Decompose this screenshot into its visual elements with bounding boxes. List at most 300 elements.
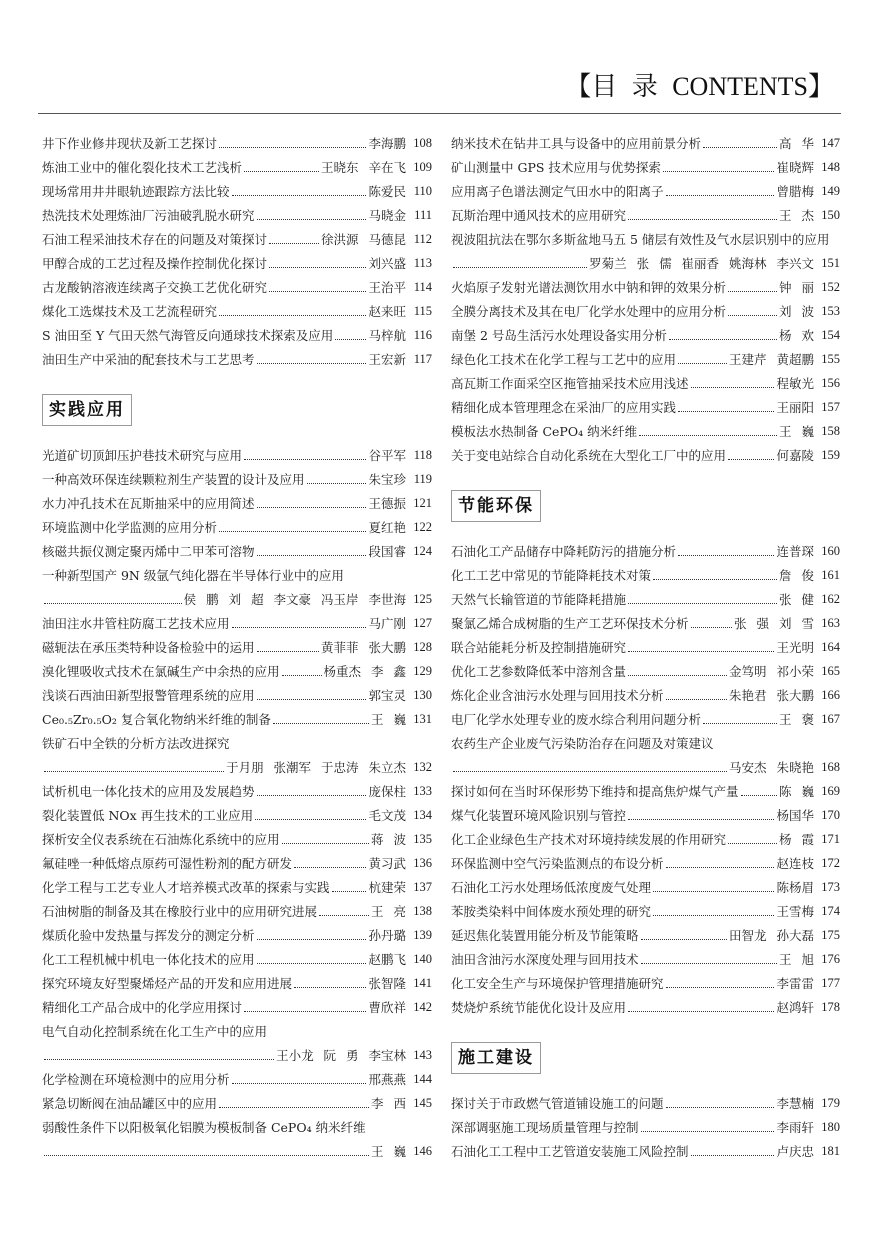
toc-entry	[451, 875, 840, 899]
entry-line	[451, 131, 840, 155]
entry-line	[42, 1091, 432, 1115]
dot-leader	[44, 1155, 369, 1156]
entry-authors: 杨国华	[776, 808, 814, 823]
toc-entry	[42, 539, 432, 563]
toc-entry	[42, 899, 432, 923]
entry-page-number: 125	[413, 591, 432, 606]
right-column	[451, 131, 840, 1163]
entry-line	[42, 539, 432, 563]
entry-line	[451, 803, 840, 827]
entry-line	[451, 827, 840, 851]
entry-title: 模板法水热制备 CePO₄ 纳米纤维	[451, 424, 638, 439]
dot-leader	[273, 723, 369, 724]
dot-leader	[257, 651, 320, 652]
dot-leader	[232, 627, 367, 628]
entry-byline	[451, 251, 840, 275]
entry-page-number: 116	[413, 327, 432, 342]
dot-leader	[44, 771, 224, 772]
toc-entry	[42, 611, 432, 635]
entry-page-number: 168	[821, 759, 840, 774]
toc-entry	[451, 971, 840, 995]
dot-leader	[628, 603, 777, 604]
entry-title: 石油化工污水处理场低浓度废气处理	[451, 880, 652, 895]
dot-leader	[282, 843, 370, 844]
entry-title: 焚烧炉系统节能优化设计及应用	[451, 1000, 627, 1015]
toc-entry	[42, 323, 432, 347]
dot-leader	[244, 171, 319, 172]
entry-line	[451, 419, 840, 443]
entry-page-number: 175	[821, 927, 840, 942]
toc-entry	[42, 203, 432, 227]
dot-leader	[219, 315, 366, 316]
entry-page-number: 167	[821, 711, 840, 726]
entry-title: 水力冲孔技术在瓦斯抽采中的应用简述	[42, 496, 255, 511]
entry-line	[451, 299, 840, 323]
entry-page-number: 145	[413, 1095, 432, 1110]
header-rule	[38, 113, 841, 114]
dot-leader	[257, 963, 367, 964]
entry-title: 精细化成本管理理念在采油厂的应用实践	[451, 400, 677, 415]
toc-entry	[451, 443, 840, 467]
dot-leader	[628, 1011, 774, 1012]
entry-page-number: 129	[413, 663, 432, 678]
dot-leader	[269, 243, 319, 244]
entry-authors: 朱宝珍	[368, 472, 406, 487]
dot-leader	[257, 555, 367, 556]
entry-title: 煤气化装置环境风险识别与管控	[451, 808, 627, 823]
dot-leader	[269, 267, 366, 268]
entry-title: 化工企业绿色生产技术对环境持续发展的作用研究	[451, 832, 727, 847]
section-heading-area	[451, 1019, 840, 1091]
entry-title: 联合站能耗分析及控制措施研究	[451, 640, 627, 655]
dot-leader	[663, 171, 775, 172]
entry-page-number: 161	[821, 567, 840, 582]
entry-line	[451, 227, 840, 251]
dot-leader	[653, 891, 774, 892]
entry-page-number: 153	[821, 303, 840, 318]
entry-line	[42, 995, 432, 1019]
entry-line	[42, 443, 432, 467]
entry-page-number: 114	[413, 279, 432, 294]
toc-entry	[42, 275, 432, 299]
toc-entry	[451, 347, 840, 371]
section-heading: 施工建设	[451, 1042, 541, 1074]
entry-authors: 郭宝灵	[368, 688, 406, 703]
dot-leader	[653, 915, 774, 916]
toc-entry	[42, 779, 432, 803]
toc-entry	[42, 563, 432, 611]
entry-authors: 陈 巍	[779, 784, 814, 799]
entry-authors: 崔晓辉	[776, 160, 814, 175]
entry-page-number: 108	[413, 135, 432, 150]
toc-entry	[42, 803, 432, 827]
entry-authors: 李 西	[371, 1096, 406, 1111]
entry-authors: 罗菊兰 张 儒 崔丽香 姚海林 李兴文	[589, 256, 814, 271]
dot-leader	[628, 819, 774, 820]
entry-title: 环保监测中空气污染监测点的布设分析	[451, 856, 664, 871]
entry-page-number: 133	[413, 783, 432, 798]
entry-page-number: 144	[413, 1071, 432, 1086]
entry-authors: 夏红艳	[368, 520, 406, 535]
toc-entry	[42, 659, 432, 683]
section-heading-area	[451, 467, 840, 539]
entry-page-number: 140	[413, 951, 432, 966]
entry-authors: 刘兴盛	[368, 256, 406, 271]
entry-authors: 杨 欢	[779, 328, 814, 343]
dot-leader	[219, 1107, 369, 1108]
toc-entry	[451, 179, 840, 203]
toc-entry	[42, 1067, 432, 1091]
dot-leader	[666, 1107, 775, 1108]
entry-authors: 田智龙 孙大磊	[729, 928, 814, 943]
entry-line	[451, 659, 840, 683]
entry-page-number: 156	[821, 375, 840, 390]
entry-line	[451, 971, 840, 995]
entry-page-number: 169	[821, 783, 840, 798]
entry-authors: 赵连枝	[776, 856, 814, 871]
entry-title: 甲醇合成的工艺过程及操作控制优化探讨	[42, 256, 268, 271]
dot-leader	[703, 723, 777, 724]
entry-line	[451, 875, 840, 899]
entry-authors: 王建芹 黄超鹏	[729, 352, 814, 367]
dot-leader	[728, 291, 777, 292]
entry-line	[42, 299, 432, 323]
toc-entry	[42, 947, 432, 971]
entry-title: 石油化工产品储存中降耗防污的措施分析	[451, 544, 677, 559]
entry-line	[42, 323, 432, 347]
entry-page-number: 111	[414, 207, 432, 222]
entry-line	[42, 491, 432, 515]
dot-leader	[332, 891, 367, 892]
entry-page-number: 113	[413, 255, 432, 270]
toc-entry	[451, 587, 840, 611]
entry-line	[451, 395, 840, 419]
entry-title: 石油工程采油技术存在的问题及对策探讨	[42, 232, 268, 247]
entry-page-number: 157	[821, 399, 840, 414]
entry-title: 探讨如何在当时环保形势下维持和提高焦炉煤气产量	[451, 784, 739, 799]
toc-entry	[42, 467, 432, 491]
entry-authors: 刘 波	[779, 304, 814, 319]
entry-title: 延迟焦化装置用能分析及节能策略	[451, 928, 639, 943]
dot-leader	[282, 675, 322, 676]
entry-byline	[42, 1139, 432, 1163]
entry-authors: 张 健	[779, 592, 814, 607]
entry-line	[451, 707, 840, 731]
dot-leader	[666, 867, 775, 868]
entry-page-number: 162	[821, 591, 840, 606]
toc-entry	[451, 851, 840, 875]
entry-authors: 王 旭	[779, 952, 814, 967]
toc-entry	[451, 275, 840, 299]
entry-title: 炼化企业含油污水处理与回用技术分析	[451, 688, 664, 703]
dot-leader	[257, 363, 367, 364]
entry-page-number: 166	[821, 687, 840, 702]
entry-authors: 于月朋 张潮军 于忠涛 朱立杰	[226, 760, 406, 775]
entry-authors: 王治平	[368, 280, 406, 295]
dot-leader	[639, 435, 777, 436]
entry-line	[42, 155, 432, 179]
entry-title: 磁轭法在承压类特种设备检验中的运用	[42, 640, 255, 655]
entry-title: 紧急切断阀在油品罐区中的应用	[42, 1096, 218, 1111]
entry-authors: 王光明	[776, 640, 814, 655]
entry-page-number: 147	[821, 135, 840, 150]
entry-authors: 马安杰 朱晓艳	[729, 760, 814, 775]
entry-authors: 马梓航	[368, 328, 406, 343]
entry-authors: 高 华	[779, 136, 814, 151]
toc-section	[451, 467, 840, 1019]
entry-line	[42, 803, 432, 827]
toc-entry	[42, 179, 432, 203]
entry-authors: 侯 鹏 刘 超 李文豪 冯玉岸 李世海	[183, 592, 406, 607]
dot-leader	[257, 939, 367, 940]
entry-page-number: 121	[413, 495, 432, 510]
entry-page-number: 177	[821, 975, 840, 990]
toc-entry	[451, 371, 840, 395]
entry-page-number: 178	[821, 999, 840, 1014]
entry-byline	[42, 1043, 432, 1067]
dot-leader	[255, 819, 366, 820]
dot-leader	[628, 219, 777, 220]
entry-line	[42, 683, 432, 707]
entry-title: 光道矿切顶卸压护巷技术研究与应用	[42, 448, 243, 463]
toc-entry	[42, 875, 432, 899]
entry-authors: 陈爱民	[368, 184, 406, 199]
entry-title: 优化工艺参数降低苯中溶剂含量	[451, 664, 627, 679]
entry-title: 环境监测中化学监测的应用分析	[42, 520, 218, 535]
dot-leader	[678, 411, 774, 412]
entry-line	[451, 323, 840, 347]
entry-line	[451, 899, 840, 923]
dot-leader	[257, 507, 367, 508]
entry-title: 油田含油污水深度处理与回用技术	[451, 952, 639, 967]
entry-line	[451, 587, 840, 611]
entry-line	[42, 899, 432, 923]
dot-leader	[703, 147, 777, 148]
entry-title: 浅谈石西油田新型报警管理系统的应用	[42, 688, 255, 703]
entry-byline	[451, 755, 840, 779]
entry-authors: 谷平军	[368, 448, 406, 463]
dot-leader	[741, 795, 778, 796]
entry-page-number: 163	[821, 615, 840, 630]
dot-leader	[44, 603, 182, 604]
toc-entry	[451, 683, 840, 707]
toc-entry	[451, 203, 840, 227]
dot-leader	[666, 195, 775, 196]
toc-entry	[42, 635, 432, 659]
entry-page-number: 171	[821, 831, 840, 846]
entry-title: 氟硅唑一种低熔点原药可湿性粉剂的配方研发	[42, 856, 293, 871]
toc-entry	[451, 1091, 840, 1115]
entry-line	[451, 347, 840, 371]
entry-page-number: 150	[821, 207, 840, 222]
entry-authors: 赵鸿轩	[776, 1000, 814, 1015]
entry-line	[451, 203, 840, 227]
entry-page-number: 135	[413, 831, 432, 846]
entry-line	[451, 1091, 840, 1115]
toc-entry	[451, 659, 840, 683]
entry-page-number: 146	[413, 1143, 432, 1158]
entry-page-number: 117	[413, 351, 432, 366]
entry-title: 裂化装置低 NOx 再生技术的工业应用	[42, 808, 254, 823]
entry-page-number: 180	[821, 1119, 840, 1134]
entry-title: 古龙酸钠溶液连续离子交换工艺优化研究	[42, 280, 268, 295]
dot-leader	[641, 1131, 775, 1132]
entry-title: 油田注水井管柱防腐工艺技术应用	[42, 616, 230, 631]
toc-entry	[42, 827, 432, 851]
toc-entry	[451, 299, 840, 323]
entry-line	[42, 971, 432, 995]
entry-line	[42, 251, 432, 275]
dot-leader	[294, 867, 366, 868]
entry-authors: 庞保柱	[368, 784, 406, 799]
dot-leader	[269, 291, 366, 292]
entry-line	[42, 179, 432, 203]
entry-authors: 黄习武	[368, 856, 406, 871]
dot-leader	[728, 843, 777, 844]
entry-authors: 毛文茂	[368, 808, 406, 823]
entry-title: 精细化工产品合成中的化学应用探讨	[42, 1000, 243, 1015]
entry-page-number: 141	[413, 975, 432, 990]
entry-title: S 油田至 Y 气田天然气海管反向通球技术探索及应用	[42, 328, 334, 343]
entry-authors: 王 褒	[779, 712, 814, 727]
entry-page-number: 122	[413, 519, 432, 534]
entry-authors: 王 巍	[779, 424, 814, 439]
entry-line	[42, 1115, 432, 1139]
entry-page-number: 174	[821, 903, 840, 918]
entry-authors: 李海鹏	[368, 136, 406, 151]
dot-leader	[244, 1011, 366, 1012]
entry-title: 探讨关于市政燃气管道铺设施工的问题	[451, 1096, 664, 1111]
entry-line	[42, 707, 432, 731]
entry-authors: 钟 丽	[779, 280, 814, 295]
entry-authors: 李雷雷	[776, 976, 814, 991]
entry-line	[42, 467, 432, 491]
dot-leader	[257, 795, 367, 796]
entry-line	[42, 227, 432, 251]
toc-entry	[451, 227, 840, 275]
entry-page-number: 130	[413, 687, 432, 702]
entry-authors: 王 亮	[371, 904, 406, 919]
toc-entry	[42, 971, 432, 995]
entry-line	[451, 443, 840, 467]
entry-page-number: 134	[413, 807, 432, 822]
toc-entry	[42, 995, 432, 1019]
dot-leader	[257, 699, 367, 700]
dot-leader	[319, 915, 369, 916]
dot-leader	[653, 579, 777, 580]
entry-page-number: 127	[413, 615, 432, 630]
toc-entry	[451, 995, 840, 1019]
entry-line	[451, 539, 840, 563]
toc-entry	[42, 443, 432, 467]
entry-page-number: 151	[821, 255, 840, 270]
entry-title: 化学工程与工艺专业人才培养模式改革的探索与实践	[42, 880, 330, 895]
entry-line	[42, 1067, 432, 1091]
toc-section	[42, 131, 432, 371]
dot-leader	[335, 339, 366, 340]
entry-authors: 王晓东 辛在飞	[321, 160, 406, 175]
toc-entry	[451, 635, 840, 659]
toc-entry	[42, 1115, 432, 1163]
entry-line	[451, 779, 840, 803]
toc-entry	[451, 899, 840, 923]
toc-entry	[451, 323, 840, 347]
entry-line	[42, 611, 432, 635]
toc-entry	[42, 131, 432, 155]
entry-page-number: 143	[413, 1047, 432, 1062]
entry-title: 天然气长输管道的节能降耗措施	[451, 592, 627, 607]
entry-page-number: 137	[413, 879, 432, 894]
entry-line	[42, 203, 432, 227]
entry-byline	[42, 587, 432, 611]
entry-authors: 王德振	[368, 496, 406, 511]
entry-authors: 段国睿	[368, 544, 406, 559]
entry-title: 一种新型国产 9N 级氩气纯化器在半导体行业中的应用	[42, 568, 344, 583]
entry-authors: 曾腊梅	[776, 184, 814, 199]
entry-title: 探析安全仪表系统在石油炼化系统中的应用	[42, 832, 280, 847]
entry-page-number: 136	[413, 855, 432, 870]
entry-page-number: 142	[413, 999, 432, 1014]
entry-page-number: 131	[413, 711, 432, 726]
entry-authors: 赵鹏飞	[368, 952, 406, 967]
entry-authors: 王雪梅	[776, 904, 814, 919]
toc-entry	[42, 731, 432, 779]
entry-line	[451, 923, 840, 947]
dot-leader	[678, 555, 774, 556]
entry-title: 一种高效环保连续颗粒剂生产装置的设计及应用	[42, 472, 305, 487]
entry-title: 铁矿石中全铁的分析方法改进探究	[42, 736, 230, 751]
entry-page-number: 109	[413, 159, 432, 174]
entry-title: 煤质化验中发热量与挥发分的测定分析	[42, 928, 255, 943]
entry-line	[42, 923, 432, 947]
entry-title: 核磁共振仪测定聚丙烯中二甲苯可溶物	[42, 544, 255, 559]
entry-title: Ce₀.₅Zr₀.₅O₂ 复合氧化物纳米纤维的制备	[42, 712, 271, 727]
toc-entry	[451, 1139, 840, 1163]
entry-line	[451, 995, 840, 1019]
toc-entry	[451, 155, 840, 179]
dot-leader	[294, 987, 366, 988]
dot-leader	[307, 483, 367, 484]
dot-leader	[641, 963, 778, 964]
dot-leader	[628, 675, 727, 676]
left-column	[42, 131, 432, 1163]
toc-entry	[42, 515, 432, 539]
entry-title: 应用离子色谱法测定气田水中的阳离子	[451, 184, 664, 199]
entry-authors: 孙丹璐	[368, 928, 406, 943]
entry-line	[451, 179, 840, 203]
section-heading-area	[42, 371, 432, 443]
entry-page-number: 124	[413, 543, 432, 558]
section-heading: 实践应用	[42, 394, 132, 426]
entry-page-number: 112	[413, 231, 432, 246]
entry-authors: 蒋 波	[371, 832, 406, 847]
entry-byline	[42, 755, 432, 779]
entry-page-number: 118	[413, 447, 432, 462]
entry-authors: 张 强 刘 雪	[734, 616, 814, 631]
entry-line	[451, 851, 840, 875]
entry-line	[42, 731, 432, 755]
entry-authors: 卢庆忠	[776, 1144, 814, 1159]
entry-authors: 王宏新	[368, 352, 406, 367]
dot-leader	[44, 1059, 274, 1060]
entry-authors: 朱艳君 张大鹏	[729, 688, 814, 703]
entry-title: 石油化工工程中工艺管道安装施工风险控制	[451, 1144, 689, 1159]
entry-title: 矿山测量中 GPS 技术应用与优势探索	[451, 160, 661, 175]
dot-leader	[257, 219, 367, 220]
toc-entry	[451, 419, 840, 443]
entry-title: 纳米技术在钻井工具与设备中的应用前景分析	[451, 136, 702, 151]
entry-page-number: 139	[413, 927, 432, 942]
